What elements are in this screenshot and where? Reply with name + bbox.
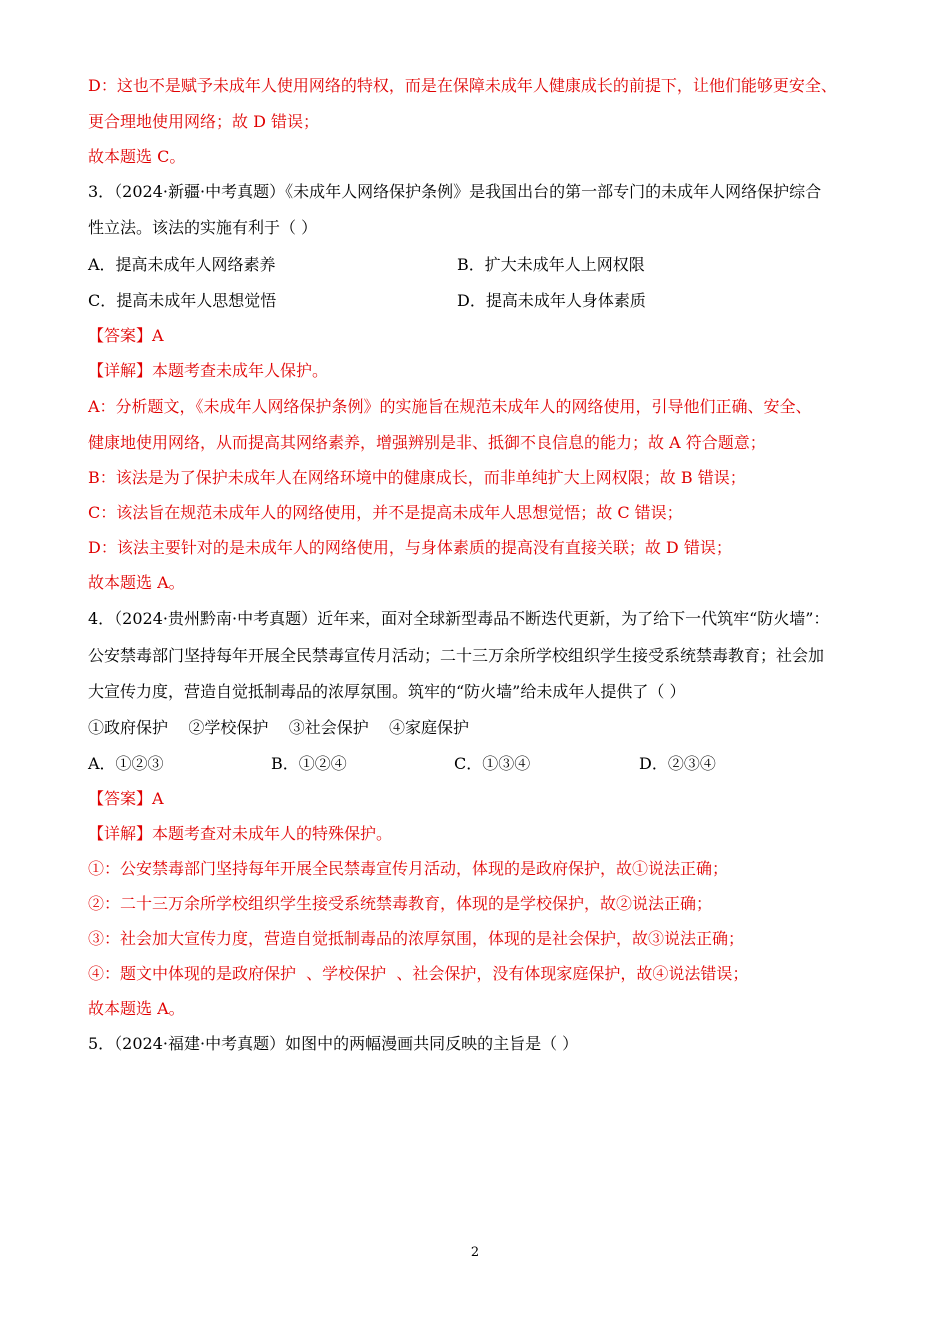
q4-explanation-4: ④：题文中体现的是政府保护 、学校保护 、社会保护，没有体现家庭保护，故④说法错误；: [88, 964, 749, 983]
page-number: 2: [470, 1245, 480, 1260]
q3-option-b: B．扩大未成年人上网权限: [457, 255, 645, 274]
q4-stem-line-2: 公安禁毒部门坚持每年开展全民禁毒宣传月活动；二十三万余所学校组织学生接受系统禁毒教育；社会加: [88, 646, 825, 665]
prev-explanation-d-line-1: D：这也不是赋予未成年人使用网络的特权，而是在保障未成年人健康成长的前提下，让他们能够更安全、: [88, 76, 837, 95]
q4-detail-heading: 【详解】本题考查对未成年人的特殊保护。: [88, 824, 393, 843]
q5-stem-line-1: 5．（2024·福建·中考真题）如图中的两幅漫画共同反映的主旨是（ ）: [88, 1034, 579, 1053]
q4-option-d: D．②③④: [639, 754, 716, 773]
q3-answer: 【答案】A: [88, 326, 164, 345]
q3-explanation-b: B：该法是为了保护未成年人在网络环境中的健康成长，而非单纯扩大上网权限；故 B 错误；: [88, 468, 746, 487]
q3-option-a: A．提高未成年人网络素养: [88, 255, 276, 274]
q4-items: ①政府保护 ②学校保护 ③社会保护 ④家庭保护: [88, 718, 470, 737]
q3-stem-line-2: 性立法。该法的实施有利于（ ）: [88, 218, 318, 237]
q3-explanation-a-line-1: A：分析题文，《未成年人网络保护条例》的实施旨在规范未成年人的网络使用，引导他们正确、安全、: [88, 397, 812, 416]
q3-option-d: D．提高未成年人身体素质: [457, 291, 646, 310]
q4-explanation-1: ①：公安禁毒部门坚持每年开展全民禁毒宣传月活动，体现的是政府保护，故①说法正确；: [88, 859, 729, 878]
q4-conclusion: 故本题选 A。: [88, 999, 185, 1018]
q4-explanation-3: ③：社会加大宣传力度，营造自觉抵制毒品的浓厚氛围，体现的是社会保护，故③说法正确；: [88, 929, 745, 948]
q4-option-a: A．①②③: [88, 754, 164, 773]
q4-option-b: B．①②④: [271, 754, 347, 773]
q3-explanation-d: D：该法主要针对的是未成年人的网络使用，与身体素质的提高没有直接关联；故 D 错误；: [88, 538, 732, 557]
q3-conclusion: 故本题选 A。: [88, 573, 185, 592]
q3-option-c: C．提高未成年人思想觉悟: [88, 291, 277, 310]
q3-detail-heading: 【详解】本题考查未成年人保护。: [88, 361, 329, 380]
prev-explanation-d-line-2: 更合理地使用网络；故 D 错误；: [88, 112, 320, 131]
q4-stem-line-1: 4．（2024·贵州黔南·中考真题）近年来，面对全球新型毒品不断迭代更新，为了给下一代筑牢“防火墙”：: [88, 609, 830, 628]
q3-explanation-c: C：该法旨在规范未成年人的网络使用，并不是提高未成年人思想觉悟；故 C 错误；: [88, 503, 683, 522]
q4-answer: 【答案】A: [88, 789, 164, 808]
prev-conclusion: 故本题选 C。: [88, 147, 186, 166]
q3-explanation-a-line-2: 健康地使用网络，从而提高其网络素养，增强辨别是非、抵御不良信息的能力；故 A 符合题意；: [88, 433, 766, 452]
q4-explanation-2: ②：二十三万余所学校组织学生接受系统禁毒教育，体现的是学校保护，故②说法正确；: [88, 894, 713, 913]
q3-stem-line-1: 3．（2024·新疆·中考真题）《未成年人网络保护条例》是我国出台的第一部专门的未成年人网络保护综合: [88, 182, 822, 201]
q4-stem-line-3: 大宣传力度，营造自觉抵制毒品的浓厚氛围。筑牢的“防火墙”给未成年人提供了（ ）: [88, 682, 686, 701]
q4-option-c: C．①③④: [454, 754, 531, 773]
